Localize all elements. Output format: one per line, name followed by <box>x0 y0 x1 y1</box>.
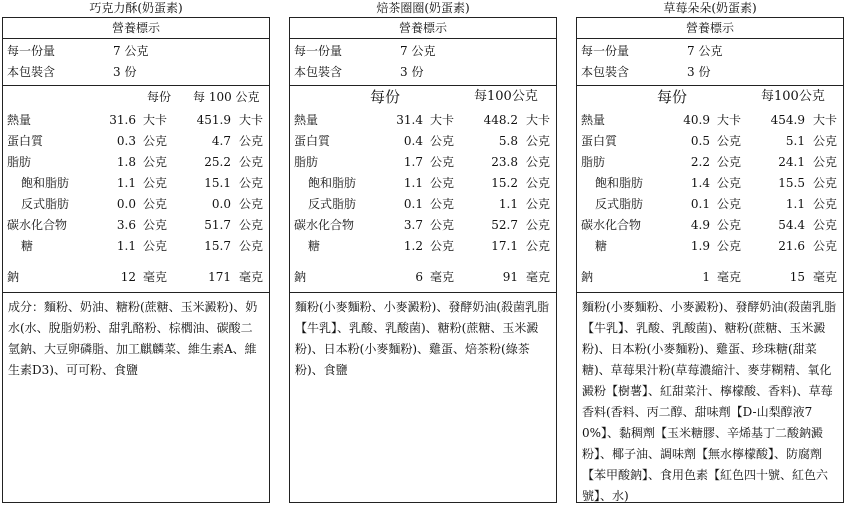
product-title: 巧克力酥(奶蛋素) <box>89 1 183 15</box>
per-100g-unit: 大卡 <box>813 113 838 127</box>
per-100g-value: 52.7 <box>491 218 518 232</box>
nutrient-name: 飽和脂肪 <box>308 176 357 190</box>
per-serving-unit: 公克 <box>430 134 455 148</box>
per-100g-header: 每100公克 <box>474 89 538 104</box>
per-serving-value: 6 <box>415 270 423 284</box>
per-100g-unit: 公克 <box>239 155 264 169</box>
nutrient-table <box>3 86 269 293</box>
per-serving-unit: 公克 <box>430 239 455 253</box>
nutrient-name: 飽和脂肪 <box>21 176 70 190</box>
nutrient-row <box>3 131 269 152</box>
per-100g-unit: 公克 <box>813 239 838 253</box>
per-serving-value: 1.2 <box>403 239 423 253</box>
per-100g-unit: 公克 <box>813 134 838 148</box>
per-100g-unit: 公克 <box>526 176 551 190</box>
nutrient-name: 熱量 <box>7 113 32 127</box>
nutrient-name: 糖 <box>308 239 321 253</box>
nutrient-row <box>290 131 556 152</box>
nutrient-name: 脂肪 <box>294 155 319 169</box>
ingredients-text: 成分：麵粉、奶油、糖粉(蔗糖、玉米澱粉)、奶水(水、脫脂奶粉、甜乳酪粉、棕櫚油、碳酸二氫鈉、大豆卵磷脂、加工麒麟菜、維生素A、維生素D3)、可可粉、食鹽 <box>8 300 258 377</box>
servings-per-pack-label: 本包裝含 <box>7 65 56 79</box>
per-100g-unit: 公克 <box>813 176 838 190</box>
per-100g-value: 51.7 <box>204 218 231 232</box>
serving-size-label: 每一份量 <box>581 44 630 58</box>
nutrient-row <box>290 215 556 236</box>
nutrient-table <box>290 86 556 293</box>
nutrient-row <box>3 173 269 194</box>
column-headers <box>290 86 556 110</box>
servings-per-pack-value: 3 份 <box>113 65 137 79</box>
per-100g-value: 454.9 <box>770 113 805 127</box>
serving-size-value: 7 公克 <box>687 44 723 58</box>
nutrient-row <box>577 131 843 152</box>
per-100g-value: 15.1 <box>204 176 231 190</box>
nutrient-row <box>3 236 269 257</box>
per-serving-unit: 公克 <box>717 155 742 169</box>
per-serving-unit: 公克 <box>430 176 455 190</box>
per-serving-unit: 公克 <box>430 218 455 232</box>
nutrient-name: 糖 <box>595 239 608 253</box>
nutrient-row <box>290 110 556 131</box>
nutrient-name: 碳水化合物 <box>7 218 68 232</box>
nutrient-name: 鈉 <box>581 270 594 284</box>
nutrient-name: 鈉 <box>7 270 20 284</box>
serving-size-value: 7 公克 <box>400 44 436 58</box>
per-serving-unit: 公克 <box>143 176 168 190</box>
per-100g-unit: 公克 <box>813 197 838 211</box>
per-100g-value: 15 <box>789 270 805 284</box>
per-100g-unit: 公克 <box>239 218 264 232</box>
per-serving-unit: 大卡 <box>430 113 455 127</box>
per-serving-unit: 毫克 <box>430 270 455 284</box>
per-serving-unit: 公克 <box>717 239 742 253</box>
per-100g-unit: 公克 <box>813 155 838 169</box>
nutrient-row <box>290 173 556 194</box>
nutrition-heading: 營養標示 <box>290 18 556 39</box>
per-100g-unit: 公克 <box>813 218 838 232</box>
nutrient-row <box>290 236 556 257</box>
nutrient-name: 反式脂肪 <box>308 197 357 211</box>
per-serving-unit: 毫克 <box>717 270 742 284</box>
per-serving-value: 2.2 <box>690 155 710 169</box>
per-serving-value: 31.6 <box>109 113 136 127</box>
nutrition-heading: 營養標示 <box>577 18 843 39</box>
per-100g-value: 5.8 <box>498 134 518 148</box>
ingredients-text: 麵粉(小麥麵粉、小麥澱粉)、發酵奶油(殺菌乳脂【牛乳】、乳酸、乳酸菌)、糖粉(蔗糖、玉米澱粉)、日本粉(小麥麵粉)、雞蛋、珍珠糖(甜菜糖)、草莓果汁粉(草莓濃縮汁、麥芽糊精、氧化澱粉【樹薯】、紅甜菜汁、檸檬酸、香料)、草莓香料(香料、丙二醇、甜味劑【D-山梨醇液70%】、黏稠劑【玉米糖膠、辛烯基丁二酸鈉澱粉】、椰子油、調味劑【無水檸檬酸】、防腐劑【苯甲酸鈉】、食用色素【紅色四十號、紅色六號】、水) <box>582 300 837 503</box>
per-serving-header: 每份 <box>370 88 401 106</box>
per-100g-value: 17.1 <box>491 239 518 253</box>
per-serving-unit: 公克 <box>717 197 742 211</box>
nutrient-name: 熱量 <box>294 113 319 127</box>
per-100g-unit: 公克 <box>239 239 264 253</box>
sodium-row <box>577 267 843 288</box>
per-serving-unit: 毫克 <box>143 270 168 284</box>
product-title: 焙茶圈圈(奶蛋素) <box>376 1 470 15</box>
per-100g-unit: 毫克 <box>239 270 264 284</box>
column-headers <box>3 86 269 110</box>
per-serving-value: 0.4 <box>403 134 423 148</box>
per-serving-value: 40.9 <box>683 113 710 127</box>
per-serving-header: 每份 <box>657 88 688 106</box>
per-100g-header: 每 100 公克 <box>193 90 260 104</box>
per-serving-unit: 公克 <box>430 155 455 169</box>
product-title: 草莓朵朵(奶蛋素) <box>663 1 757 15</box>
servings-per-pack-label: 本包裝含 <box>581 65 630 79</box>
per-serving-unit: 公克 <box>717 134 742 148</box>
nutrient-row <box>577 236 843 257</box>
per-serving-unit: 大卡 <box>143 113 168 127</box>
column-headers <box>577 86 843 110</box>
per-100g-value: 5.1 <box>785 134 805 148</box>
nutrient-name: 蛋白質 <box>7 134 44 148</box>
nutrient-name: 碳水化合物 <box>581 218 642 232</box>
servings-per-pack-value: 3 份 <box>400 65 424 79</box>
per-serving-value: 0.3 <box>116 134 136 148</box>
sodium-row <box>290 267 556 288</box>
per-serving-value: 1.9 <box>690 239 710 253</box>
per-serving-value: 3.7 <box>403 218 423 232</box>
per-serving-unit: 公克 <box>143 155 168 169</box>
per-serving-value: 12 <box>120 270 136 284</box>
per-100g-value: 451.9 <box>196 113 231 127</box>
per-serving-value: 0.1 <box>403 197 423 211</box>
per-serving-value: 1 <box>702 270 710 284</box>
sodium-row <box>3 267 269 288</box>
nutrient-name: 鈉 <box>294 270 307 284</box>
serving-size-label: 每一份量 <box>294 44 343 58</box>
per-100g-value: 15.5 <box>778 176 805 190</box>
per-100g-value: 15.7 <box>204 239 231 253</box>
per-100g-value: 448.2 <box>483 113 518 127</box>
nutrient-name: 飽和脂肪 <box>595 176 644 190</box>
per-100g-unit: 毫克 <box>813 270 838 284</box>
nutrient-name: 蛋白質 <box>294 134 331 148</box>
per-serving-value: 0.5 <box>690 134 710 148</box>
servings-per-pack-value: 3 份 <box>687 65 711 79</box>
per-serving-value: 4.9 <box>690 218 710 232</box>
per-100g-unit: 公克 <box>239 197 264 211</box>
per-100g-unit: 公克 <box>526 218 551 232</box>
ingredients-text: 麵粉(小麥麵粉、小麥澱粉)、發酵奶油(殺菌乳脂【牛乳】、乳酸、乳酸菌)、糖粉(蔗糖、玉米澱粉)、日本粉(小麥麵粉)、雞蛋、焙茶粉(綠茶粉)、食鹽 <box>295 300 550 377</box>
per-serving-unit: 公克 <box>717 218 742 232</box>
per-serving-value: 1.1 <box>116 176 136 190</box>
per-100g-value: 24.1 <box>778 155 805 169</box>
per-serving-value: 1.1 <box>403 176 423 190</box>
per-serving-unit: 公克 <box>143 134 168 148</box>
per-serving-value: 0.1 <box>690 197 710 211</box>
serving-info <box>290 39 556 86</box>
nutrient-name: 脂肪 <box>7 155 32 169</box>
per-100g-value: 1.1 <box>785 197 805 211</box>
nutrient-row <box>577 173 843 194</box>
nutrient-row <box>290 152 556 173</box>
nutrition-label-panel <box>289 0 557 503</box>
nutrient-table <box>577 86 843 293</box>
per-serving-unit: 公克 <box>143 239 168 253</box>
nutrient-row <box>577 215 843 236</box>
per-serving-value: 0.0 <box>116 197 136 211</box>
per-serving-value: 1.8 <box>116 155 136 169</box>
nutrition-box <box>2 17 270 503</box>
nutrition-box <box>289 17 557 503</box>
per-serving-unit: 公克 <box>143 197 168 211</box>
per-serving-value: 3.6 <box>116 218 136 232</box>
per-serving-unit: 公克 <box>143 218 168 232</box>
per-100g-unit: 大卡 <box>526 113 551 127</box>
per-100g-header: 每100公克 <box>761 89 825 104</box>
nutrient-row <box>577 152 843 173</box>
nutrient-row <box>290 194 556 215</box>
serving-size-value: 7 公克 <box>113 44 149 58</box>
per-serving-value: 1.4 <box>690 176 710 190</box>
per-100g-unit: 公克 <box>239 134 264 148</box>
nutrient-name: 碳水化合物 <box>294 218 355 232</box>
nutrient-row <box>577 194 843 215</box>
nutrition-box <box>576 17 844 503</box>
per-100g-value: 1.1 <box>498 197 518 211</box>
nutrient-name: 蛋白質 <box>581 134 618 148</box>
per-100g-value: 4.7 <box>211 134 231 148</box>
per-100g-unit: 公克 <box>526 197 551 211</box>
nutrient-name: 反式脂肪 <box>595 197 644 211</box>
per-serving-header: 每份 <box>147 90 172 104</box>
servings-per-pack-label: 本包裝含 <box>294 65 343 79</box>
per-serving-unit: 公克 <box>430 197 455 211</box>
per-100g-value: 23.8 <box>491 155 518 169</box>
per-serving-unit: 大卡 <box>717 113 742 127</box>
per-100g-value: 54.4 <box>778 218 805 232</box>
per-serving-unit: 公克 <box>717 176 742 190</box>
nutrient-row <box>3 110 269 131</box>
nutrient-row <box>3 215 269 236</box>
per-serving-value: 1.7 <box>403 155 423 169</box>
per-100g-unit: 大卡 <box>239 113 264 127</box>
nutrient-name: 脂肪 <box>581 155 606 169</box>
nutrient-row <box>3 194 269 215</box>
nutrition-label-panel <box>576 0 844 503</box>
nutrient-row <box>577 110 843 131</box>
nutrient-row <box>3 152 269 173</box>
nutrition-heading: 營養標示 <box>3 18 269 39</box>
per-100g-value: 91 <box>502 270 518 284</box>
per-100g-unit: 毫克 <box>526 270 551 284</box>
per-serving-value: 31.4 <box>396 113 423 127</box>
per-serving-value: 1.1 <box>116 239 136 253</box>
per-100g-value: 25.2 <box>204 155 231 169</box>
per-100g-value: 171 <box>208 270 231 284</box>
nutrient-name: 反式脂肪 <box>21 197 70 211</box>
nutrient-name: 熱量 <box>581 113 606 127</box>
serving-info <box>577 39 843 86</box>
per-100g-value: 21.6 <box>778 239 805 253</box>
per-100g-value: 0.0 <box>211 197 231 211</box>
per-100g-unit: 公克 <box>526 134 551 148</box>
serving-size-label: 每一份量 <box>7 44 56 58</box>
nutrition-label-panel <box>2 0 270 503</box>
per-100g-value: 15.2 <box>491 176 518 190</box>
nutrient-name: 糖 <box>21 239 34 253</box>
per-100g-unit: 公克 <box>239 176 264 190</box>
per-100g-unit: 公克 <box>526 155 551 169</box>
per-100g-unit: 公克 <box>526 239 551 253</box>
serving-info <box>3 39 269 86</box>
